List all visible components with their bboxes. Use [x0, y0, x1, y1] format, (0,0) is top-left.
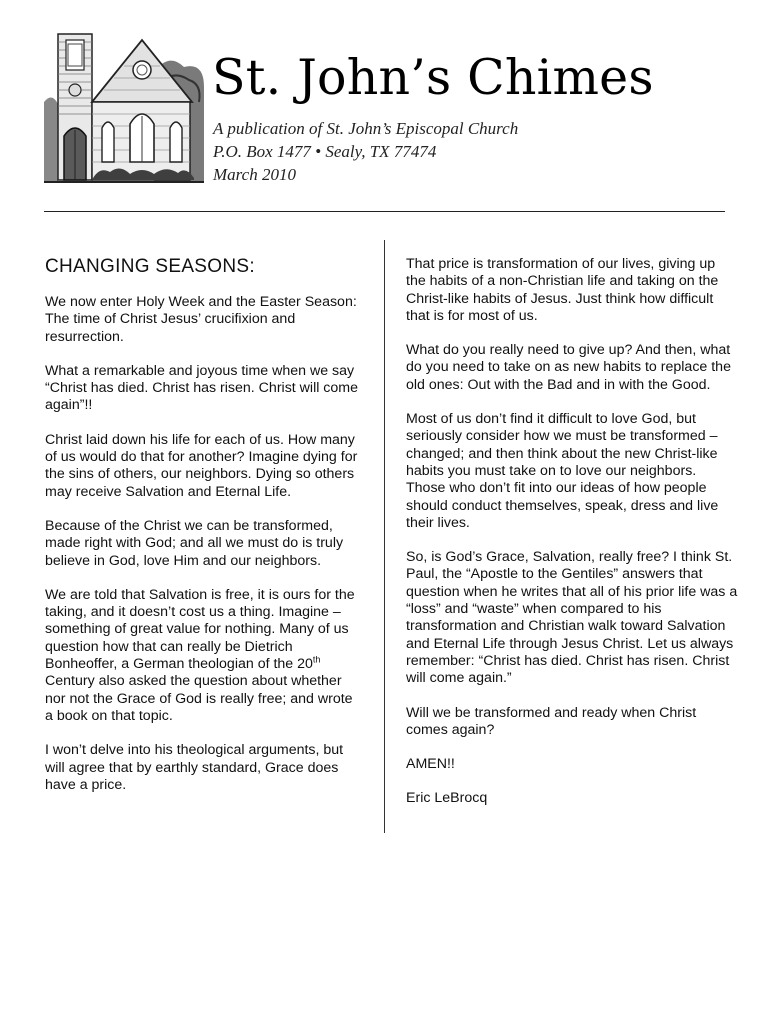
masthead	[44, 32, 726, 184]
publication-line: A publication of St. John’s Episcopal Church	[213, 119, 519, 138]
paragraph-text: We are told that Salvation is free, it is ours for the taking, and it doesn’t cost us a thing. Imagine – something of great value for nothing. Many of us question how that can really be Dietrich Bonheoffer, a German theologian of the 20	[45, 586, 355, 673]
address-line: P.O. Box 1477 • Sealy, TX 77474	[213, 142, 437, 161]
paragraph: That price is transformation of our lives, giving up the habits of a non-Christian life and taking on the Christ-like habits of Jesus. Just think how difficult that is for most of us.	[406, 256, 719, 324]
newsletter-title: St. John’s Chimes	[212, 49, 654, 106]
paragraph: I won’t delve into his theological arguments, but will agree that by earthly standard, Grace does have a price.	[45, 742, 344, 793]
paragraph: What a remarkable and joyous time when we say “Christ has died. Christ has risen. Christ will come again”!!	[45, 362, 359, 414]
paragraph-text: Century also asked the question about whether nor not the Grace of God is really free; and wrote a book on that topic.	[45, 673, 353, 724]
right-column	[406, 256, 738, 825]
author-name: Eric LeBrocq	[406, 790, 488, 807]
paragraph: Most of us don’t find it difficult to love God, but seriously consider how we must be transformed – changed; and then think about the new Christ-like habits you must take on to love our neighbors. Those who don’t fit into our ideas of how people should conduct themselves, speak, dress and live their lives.	[406, 411, 719, 531]
paragraph: So, is God’s Grace, Salvation, really free? I think St. Paul, the “Apostle to the Gentiles” answers that question when he writes that all of his prior life was a “loss” and “waste” when compared to his transformation and Christian walk toward Salvation and Eternal Life through Jesus Christ. Let us always remember: “Christ has died. Christ has risen. Christ will come again.”	[406, 549, 738, 687]
column-divider	[384, 240, 385, 833]
church-illustration	[44, 32, 204, 184]
issue-date: March 2010	[213, 165, 296, 184]
paragraph: Because of the Christ we can be transformed, made right with God; and all we must do is truly believe in God, love Him and our neighbors.	[45, 517, 344, 569]
header-rule	[44, 211, 725, 212]
paragraph: Christ laid down his life for each of us. How many of us would do that for another? Imagine dying for the sins of others, our neighbors. Dying so others may receive Salvation and Eternal Life.	[45, 431, 358, 500]
paragraph: Will we be transformed and ready when Christ comes again?	[406, 704, 697, 738]
paragraph: We now enter Holy Week and the Easter Season: The time of Christ Jesus’ crucifixion and resurrection.	[45, 294, 357, 345]
left-column	[45, 256, 363, 811]
article-heading: CHANGING SEASONS:	[45, 256, 255, 277]
paragraph-bonheoffer	[45, 587, 363, 725]
paragraph: What do you really need to give up? And then, what do you need to take on as new habits to replace the old ones: Out with the Bad and in with the Good.	[406, 342, 731, 393]
closing-amen: AMEN!!	[406, 756, 455, 773]
ordinal-suffix: th	[312, 654, 321, 665]
